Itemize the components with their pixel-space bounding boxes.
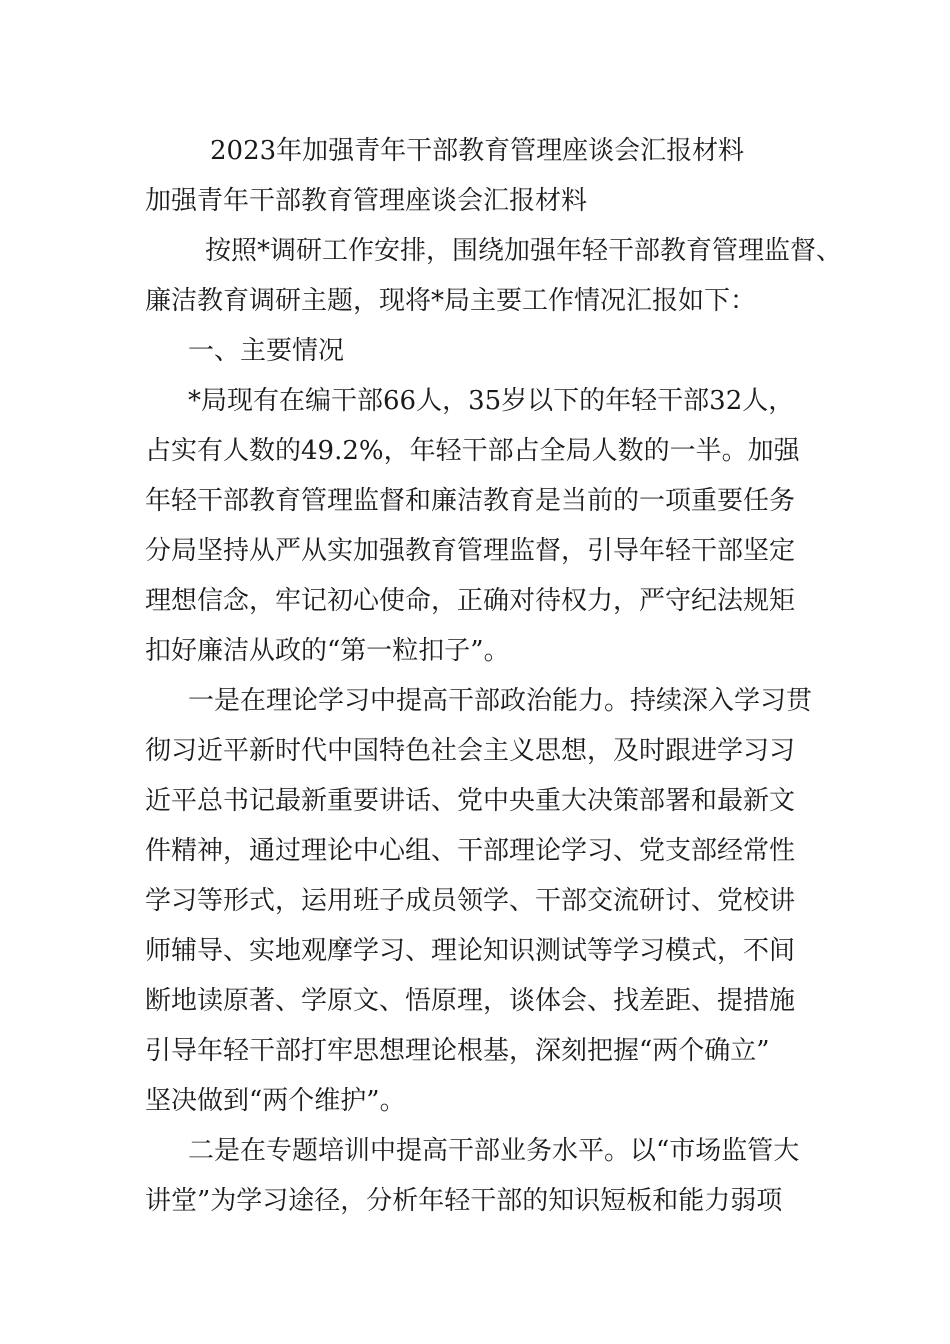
section-heading: 一、主要情况 [188,336,345,366]
para2-line-2: 彻习近平新时代中国特色社会主义思想，及时跟进学习习 [145,736,796,766]
para2-line-6: 师辅导、实地观摩学习、理论知识测试等学习模式，不间 [145,936,796,966]
document-subtitle: 加强青年干部教育管理座谈会汇报材料 [145,186,588,216]
document-title: 2023年加强青年干部教育管理座谈会汇报材料 [210,136,745,166]
para3-line-1: 二是在专题培训中提高干部业务水平。以“市场监管大 [188,1136,800,1166]
para1-line-1: *局现有在编干部66人，35岁以下的年轻干部32人， [188,386,795,416]
para2-line-3: 近平总书记最新重要讲话、党中央重大决策部署和最新文 [145,786,796,816]
para1-line-6: 扣好廉洁从政的“第一粒扣子”。 [145,636,510,666]
para1-line-3: 年轻干部教育管理监督和廉洁教育是当前的一项重要任务 [145,486,796,516]
para2-line-5: 学习等形式，运用班子成员领学、干部交流研讨、党校讲 [145,886,796,916]
para2-line-7: 断地读原著、学原文、悟原理，谈体会、找差距、提措施 [145,986,796,1016]
para1-line-2: 占实有人数的49.2%，年轻干部占全局人数的一半。加强 [145,436,800,466]
para1-line-5: 理想信念，牢记初心使命，正确对待权力，严守纪法规矩 [145,586,796,616]
intro-line-2: 廉洁教育调研主题，现将*局主要工作情况汇报如下： [145,286,757,316]
para1-line-4: 分局坚持从严从实加强教育管理监督，引导年轻干部坚定 [145,536,796,566]
para2-line-9: 坚决做到“两个维护”。 [145,1086,406,1116]
para3-line-2: 讲堂”为学习途径，分析年轻干部的知识短板和能力弱项 [145,1186,783,1216]
para2-line-1: 一是在理论学习中提高干部政治能力。持续深入学习贯 [188,686,813,716]
intro-line-1: 按照*调研工作安排，围绕加强年轻干部教育管理监督、 [205,236,843,266]
para2-line-4: 件精神，通过理论中心组、干部理论学习、党支部经常性 [145,836,796,866]
para2-line-8: 引导年轻干部打牢思想理论根基，深刻把握“两个确立” [145,1036,770,1066]
